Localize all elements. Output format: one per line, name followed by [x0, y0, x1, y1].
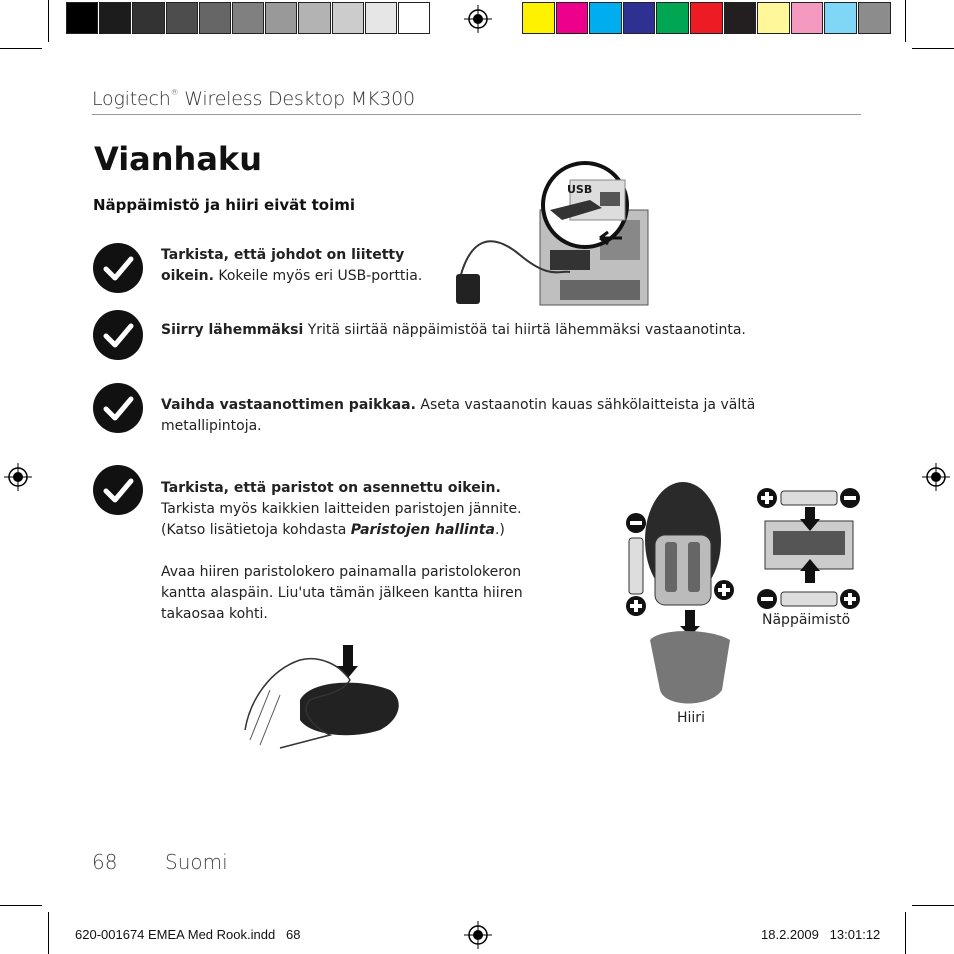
- page-number: 68: [92, 850, 118, 874]
- color-swatch: [623, 2, 656, 34]
- tip-heading: Tarkista, että paristot on asennettu oikein.: [161, 480, 501, 496]
- keyboard-label: Näppäimistö: [762, 612, 851, 628]
- color-swatch: [232, 2, 264, 34]
- color-swatch: [589, 2, 622, 34]
- tip-item: [161, 320, 861, 341]
- crop-mark: [0, 905, 42, 906]
- product-name: Wireless Desktop MK300: [184, 88, 415, 110]
- color-swatch: [690, 2, 723, 34]
- color-swatch: [656, 2, 689, 34]
- hand-opening-mouse-illustration: [240, 640, 410, 750]
- color-swatch: [365, 2, 397, 34]
- registration-mark-icon: [4, 463, 32, 491]
- brand-name: Logitech: [92, 88, 171, 110]
- check-icon: [93, 243, 143, 293]
- color-swatch: [199, 2, 231, 34]
- color-swatch: [724, 2, 757, 34]
- slug-date: 18.2.2009 13:01:12: [761, 927, 881, 942]
- color-swatch: [99, 2, 131, 34]
- tip-heading: Siirry lähemmäksi: [161, 322, 304, 338]
- crop-mark: [905, 912, 906, 954]
- color-swatch: [556, 2, 589, 34]
- tip-paragraph: Avaa hiiren paristolokero painamalla paristolokeron kantta alaspäin. Liu'uta tämän jälkeen kantta hiiren takaosaa kohti.: [161, 564, 523, 622]
- color-swatch: [398, 2, 430, 34]
- color-swatch: [522, 2, 555, 34]
- running-header: [92, 88, 415, 110]
- section-heading: Näppäimistö ja hiiri eivät toimi: [93, 196, 356, 214]
- tip-heading: Vaihda vastaanottimen paikkaa.: [161, 397, 416, 413]
- header-divider: [92, 114, 861, 115]
- tip-text: Yritä siirtää näppäimistöä tai hiirtä lähemmäksi vastaanotinta.: [303, 322, 746, 338]
- mouse-battery-illustration: [620, 480, 740, 710]
- color-swatch: [858, 2, 891, 34]
- color-swatch: [166, 2, 198, 34]
- cross-reference: Paristojen hallinta: [350, 522, 495, 538]
- check-icon: [93, 310, 143, 360]
- keyboard-battery-illustration: [755, 485, 865, 613]
- check-icon: [93, 383, 143, 433]
- registered-mark: ®: [170, 88, 179, 97]
- color-swatch: [824, 2, 857, 34]
- page-language: Suomi: [165, 850, 228, 874]
- page-title: Vianhaku: [94, 140, 262, 178]
- crop-mark: [48, 912, 49, 954]
- usb-label: USB: [567, 183, 593, 196]
- tip-text: Tarkista myös kaikkien laitteiden paristojen jännite. (Katso lisätietoja kohdasta: [161, 501, 522, 538]
- color-swatch: [132, 2, 164, 34]
- color-swatch: [265, 2, 297, 34]
- tip-text: .): [494, 522, 505, 538]
- crop-mark: [0, 48, 42, 49]
- crop-mark: [905, 0, 906, 42]
- crop-mark: [912, 905, 954, 906]
- crop-mark: [48, 0, 49, 42]
- color-swatch: [757, 2, 790, 34]
- color-swatch: [791, 2, 824, 34]
- check-icon: [93, 465, 143, 515]
- usb-receiver-illustration: [450, 160, 655, 310]
- color-swatch: [66, 2, 98, 34]
- tip-item: [161, 478, 556, 625]
- crop-mark: [912, 48, 954, 49]
- registration-mark-icon: [464, 5, 492, 33]
- mouse-label: Hiiri: [677, 710, 705, 726]
- color-swatch: [298, 2, 330, 34]
- tip-text: Aseta vastaanotin kauas sähkölaitteista ja vältä metallipintoja.: [161, 397, 756, 434]
- color-swatch: [332, 2, 364, 34]
- tip-text: Kokeile myös eri USB-porttia.: [213, 268, 423, 284]
- registration-mark-icon: [464, 921, 492, 949]
- tip-item: [161, 395, 841, 437]
- tip-heading: Tarkista, että johdot on liitetty oikein.: [161, 247, 405, 284]
- slug-file: 620-001674 EMEA Med Rook.indd 68: [75, 927, 301, 942]
- registration-mark-icon: [922, 463, 950, 491]
- tip-item: [161, 245, 451, 287]
